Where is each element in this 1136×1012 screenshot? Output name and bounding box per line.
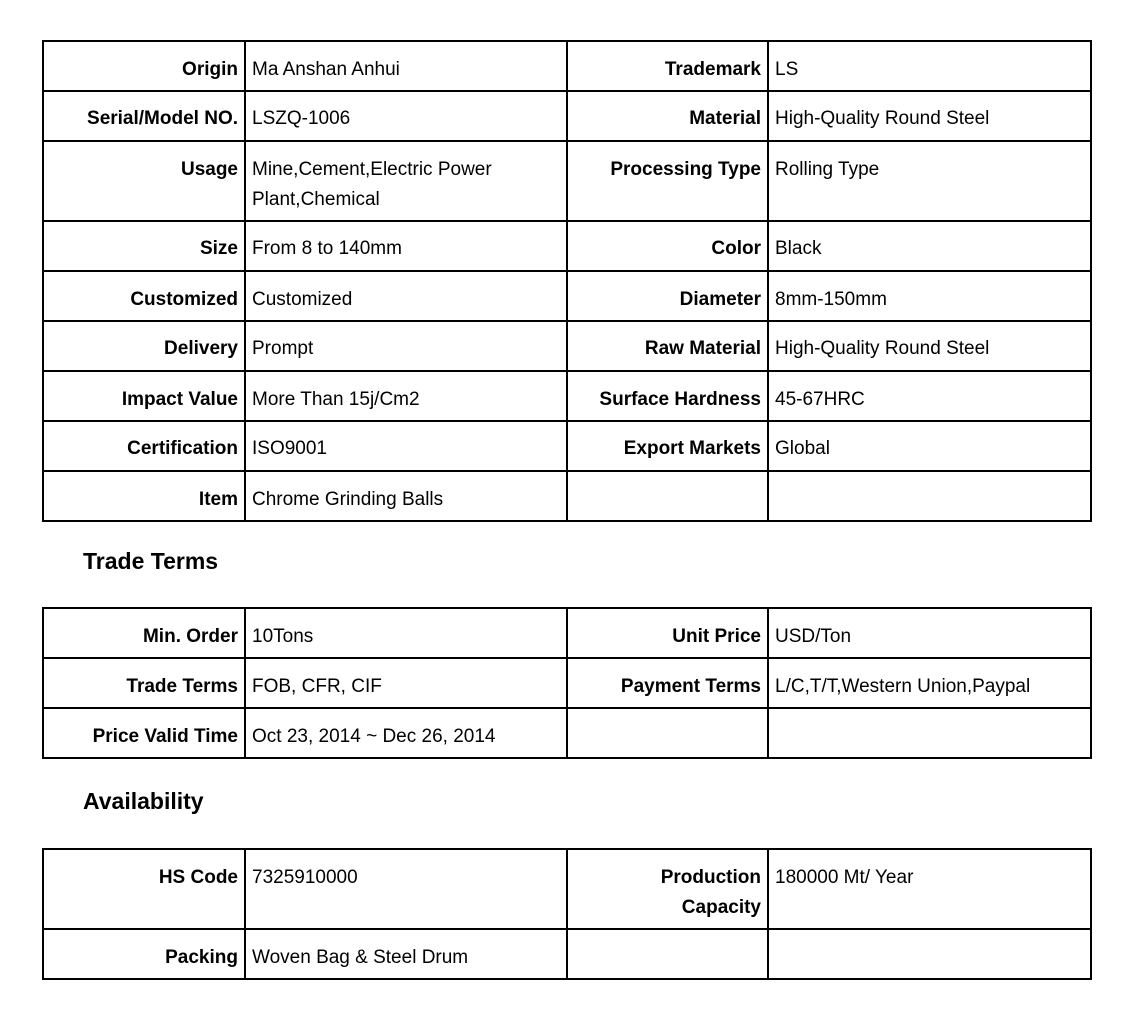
avail-label: Packing (43, 929, 245, 979)
availability-table (42, 848, 1092, 980)
trade-label: Unit Price (567, 608, 768, 658)
trade-value: L/C,T/T,Western Union,Paypal (768, 658, 1091, 708)
spec-row-item (43, 471, 1091, 521)
spec-label: Diameter (567, 271, 768, 321)
spec-row-size (43, 221, 1091, 271)
spec-label: Item (43, 471, 245, 521)
spec-value: Rolling Type (768, 141, 1091, 221)
spec-value: High-Quality Round Steel (768, 321, 1091, 371)
spec-label: Impact Value (43, 371, 245, 421)
spec-value: Ma Anshan Anhui (245, 41, 567, 91)
spec-value: Black (768, 221, 1091, 271)
spec-value: LSZQ-1006 (245, 91, 567, 141)
avail-row-packing (43, 929, 1091, 979)
spec-label: Size (43, 221, 245, 271)
trade-label: Payment Terms (567, 658, 768, 708)
spec-value: Customized (245, 271, 567, 321)
spec-row-origin (43, 41, 1091, 91)
avail-label (567, 929, 768, 979)
spec-label: Serial/Model NO. (43, 91, 245, 141)
spec-label: Origin (43, 41, 245, 91)
avail-label: Production Capacity (567, 849, 768, 929)
avail-row-hs-code (43, 849, 1091, 929)
spec-value: ISO9001 (245, 421, 567, 471)
spec-label: Material (567, 91, 768, 141)
trade-value (768, 708, 1091, 758)
trade-label: Trade Terms (43, 658, 245, 708)
spec-row-model (43, 91, 1091, 141)
trade-label: Price Valid Time (43, 708, 245, 758)
trade-row-min-order (43, 608, 1091, 658)
spec-value: 8mm-150mm (768, 271, 1091, 321)
spec-value: LS (768, 41, 1091, 91)
spec-row-delivery (43, 321, 1091, 371)
trade-terms-heading: Trade Terms (83, 548, 219, 574)
spec-value: High-Quality Round Steel (768, 91, 1091, 141)
avail-value (768, 929, 1091, 979)
spec-value: Prompt (245, 321, 567, 371)
spec-row-certification (43, 421, 1091, 471)
spec-row-usage (43, 141, 1091, 221)
trade-label: Min. Order (43, 608, 245, 658)
trade-value: FOB, CFR, CIF (245, 658, 567, 708)
trade-value: USD/Ton (768, 608, 1091, 658)
trade-label (567, 708, 768, 758)
trade-terms-table (42, 607, 1092, 759)
availability-heading: Availability (83, 788, 204, 814)
spec-value: Global (768, 421, 1091, 471)
spec-label: Color (567, 221, 768, 271)
spec-label: Customized (43, 271, 245, 321)
spec-value: Mine,Cement,Electric Power Plant,Chemical (245, 141, 567, 221)
specifications-table (42, 40, 1092, 522)
spec-row-impact (43, 371, 1091, 421)
avail-value: Woven Bag & Steel Drum (245, 929, 567, 979)
trade-row-price-valid (43, 708, 1091, 758)
trade-value: 10Tons (245, 608, 567, 658)
spec-label (567, 471, 768, 521)
spec-label: Delivery (43, 321, 245, 371)
spec-label: Certification (43, 421, 245, 471)
spec-value: 45-67HRC (768, 371, 1091, 421)
spec-value: Chrome Grinding Balls (245, 471, 567, 521)
spec-label: Processing Type (567, 141, 768, 221)
avail-label: HS Code (43, 849, 245, 929)
trade-value: Oct 23, 2014 ~ Dec 26, 2014 (245, 708, 567, 758)
spec-value: From 8 to 140mm (245, 221, 567, 271)
spec-label: Export Markets (567, 421, 768, 471)
spec-label: Usage (43, 141, 245, 221)
spec-row-customized (43, 271, 1091, 321)
spec-label: Surface Hardness (567, 371, 768, 421)
spec-label: Trademark (567, 41, 768, 91)
spec-value: More Than 15j/Cm2 (245, 371, 567, 421)
avail-value: 7325910000 (245, 849, 567, 929)
spec-label: Raw Material (567, 321, 768, 371)
avail-value: 180000 Mt/ Year (768, 849, 1091, 929)
trade-row-trade-terms (43, 658, 1091, 708)
spec-value (768, 471, 1091, 521)
